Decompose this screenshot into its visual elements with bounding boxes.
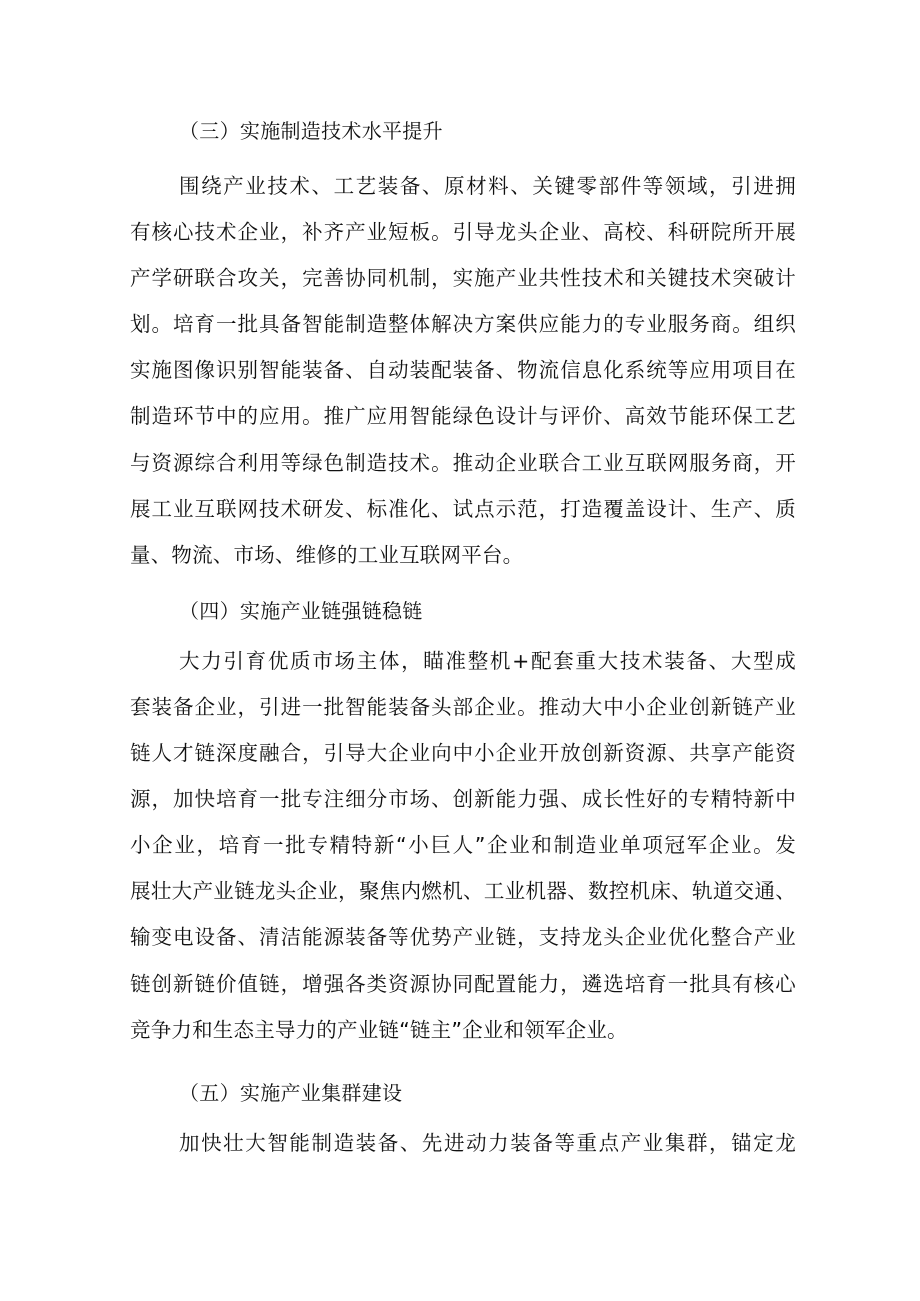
paragraph-line: 链创新链价值链，增强各类资源协同配置能力，遴选培育一批具有核心 xyxy=(130,972,796,996)
paragraph-line: 竞争力和生态主导力的产业链“链主”企业和领军企业。 xyxy=(130,1018,628,1042)
paragraph-line: 输变电设备、清洁能源装备等优势产业链，支持龙头企业优化整合产业 xyxy=(130,925,796,949)
section-heading-5: （五）实施产业集群建设 xyxy=(179,1081,403,1105)
paragraph-line: 链人才链深度融合，引导大企业向中小企业开放创新资源、共享产能资 xyxy=(130,741,796,765)
section-heading-3: （三）实施制造技术水平提升 xyxy=(179,119,443,143)
section-heading-4: （四）实施产业链强链稳链 xyxy=(179,599,423,623)
paragraph-line: 量、物流、市场、维修的工业互联网平台。 xyxy=(130,543,524,567)
paragraph-line: 大力引育优质市场主体，瞄准整机+配套重大技术装备、大型成 xyxy=(179,649,796,673)
paragraph-line: 套装备企业，引进一批智能装备头部企业。推动大中小企业创新链产业 xyxy=(130,695,796,719)
paragraph-line: 与资源综合利用等绿色制造技术。推动企业联合工业互联网服务商，开 xyxy=(130,451,796,475)
paragraph-line: 源，加快培育一批专注细分市场、创新能力强、成长性好的专精特新中 xyxy=(130,787,796,811)
paragraph-line: 产学研联合攻关，完善协同机制，实施产业共性技术和关键技术突破计 xyxy=(130,266,796,290)
paragraph-line: 实施图像识别智能装备、自动装配装备、物流信息化系统等应用项目在 xyxy=(130,358,796,382)
paragraph-line: 加快壮大智能制造装备、先进动力装备等重点产业集群，锚定龙 xyxy=(179,1131,796,1155)
paragraph-line: 制造环节中的应用。推广应用智能绿色设计与评价、高效节能环保工艺 xyxy=(130,404,796,428)
paragraph-line: 展工业互联网技术研发、标准化、试点示范，打造覆盖设计、生产、质 xyxy=(130,497,796,521)
paragraph-line: 围绕产业技术、工艺装备、原材料、关键零部件等领域，引进拥 xyxy=(179,174,796,198)
paragraph-line: 小企业，培育一批专精特新“小巨人”企业和制造业单项冠军企业。发 xyxy=(130,833,796,857)
paragraph-line: 展壮大产业链龙头企业，聚焦内燃机、工业机器、数控机床、轨道交通、 xyxy=(130,879,796,903)
paragraph-line: 有核心技术企业，补齐产业短板。引导龙头企业、高校、科研院所开展 xyxy=(130,220,796,244)
paragraph-line: 划。培育一批具备智能制造整体解决方案供应能力的专业服务商。组织 xyxy=(130,312,796,336)
